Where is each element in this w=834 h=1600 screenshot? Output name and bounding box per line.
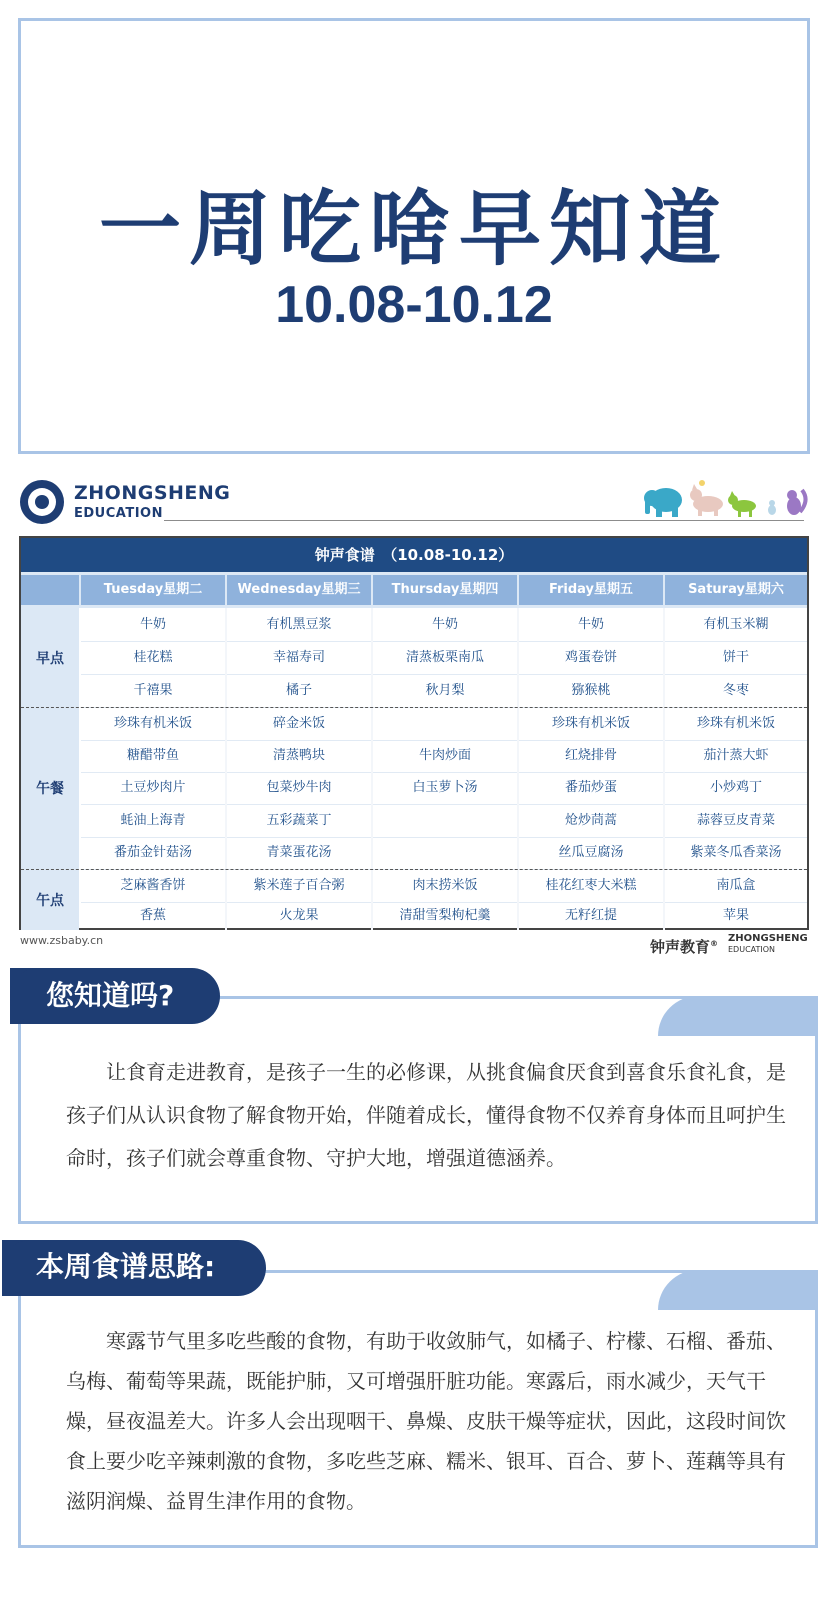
day-header: Friday星期五 — [519, 575, 663, 605]
menu-cell: 南瓜盒 — [665, 869, 807, 903]
idea-title-pill — [2, 1240, 266, 1296]
banner — [18, 18, 810, 454]
menu-cell: 桂花红枣大米糕 — [519, 869, 663, 903]
menu-cell: 桂花糕 — [81, 641, 225, 675]
day-header: Wednesday星期三 — [227, 575, 371, 605]
menu-cell: 蒜蓉豆皮青菜 — [665, 804, 807, 838]
animal-illustrations — [644, 478, 810, 518]
logo-name: ZHONGSHENG — [74, 482, 231, 504]
menu-title: 钟声食谱 （10.08-10.12） — [21, 538, 807, 572]
menu-cell: 珍珠有机米饭 — [665, 707, 807, 741]
menu-cell: 五彩蔬菜丁 — [227, 804, 371, 838]
menu-cell: 芝麻酱香饼 — [81, 869, 225, 903]
footer-brand — [650, 936, 718, 957]
corner-decoration — [658, 996, 818, 1036]
footer-brand-name: 钟声教育 — [650, 938, 711, 956]
menu-cell: 清蒸鸭块 — [227, 739, 371, 773]
menu-cell: 紫菜冬瓜香菜汤 — [665, 836, 807, 870]
menu-cell: 冬枣 — [665, 674, 807, 708]
footer-brand-en-line2: EDUCATION — [728, 945, 776, 954]
day-header-row — [21, 572, 807, 608]
idea-text: 寒露节气里多吃些酸的食物，有助于收敛肺气，如橘子、柠檬、石榴、番茄、乌梅、葡萄等果蔬，既能护肺，又可增强肝脏功能。寒露后，雨水减少，天气干燥，昼夜温差大。许多人会出现咽干、鼻燥、皮肤干燥等症状，因此，这段时间饮食上要少吃辛辣刺激的食物，多吃些芝麻、糯米、银耳、百合、萝卜、莲藕等具有滋阴润燥、益胃生津作用的食物。 — [66, 1329, 786, 1513]
menu-cell: 番茄炒蛋 — [519, 771, 663, 805]
website-url: www.zsbaby.cn — [20, 934, 104, 947]
menu-cell: 橘子 — [227, 674, 371, 708]
day-header: Tuesday星期二 — [81, 575, 225, 605]
know-title: 您知道吗? — [46, 979, 175, 1012]
elephant-icon — [644, 488, 682, 517]
menu-cell: 有机黑豆浆 — [227, 608, 371, 642]
footer-brand-en-line1: ZHONGSHENG — [728, 933, 808, 944]
menu-cell: 炝炒茼蒿 — [519, 804, 663, 838]
menu-cell: 无籽红提 — [564, 908, 617, 923]
menu-cell: 土豆炒肉片 — [81, 771, 225, 805]
menu-cell: 青菜蛋花汤 — [227, 836, 371, 870]
menu-table — [19, 536, 809, 930]
meal-label-lunch: 午餐 — [21, 707, 79, 869]
header-divider — [164, 520, 804, 521]
menu-cell: 幸福寿司 — [227, 641, 371, 675]
menu-cell: 红烧排骨 — [519, 739, 663, 773]
menu-cell: 猕猴桃 — [519, 674, 663, 708]
menu-cell: 糖醋带鱼 — [81, 739, 225, 773]
menu-cell: 千禧果 — [81, 674, 225, 708]
menu-cell: 蚝油上海青 — [81, 804, 225, 838]
menu-cell: 小炒鸡丁 — [665, 771, 807, 805]
menu-cell: 清蒸板栗南瓜 — [373, 641, 517, 675]
banner-date: 10.08-10.12 — [275, 276, 553, 334]
menu-cell — [373, 707, 517, 741]
idea-box — [18, 1270, 818, 1548]
menu-cell: 珍珠有机米饭 — [519, 707, 663, 741]
menu-cell: 鸡蛋卷饼 — [519, 641, 663, 675]
fox-icon — [728, 491, 756, 517]
menu-cell: 秋月梨 — [373, 674, 517, 708]
menu-cell: 番茄金针菇汤 — [81, 836, 225, 870]
logo-sub: EDUCATION — [74, 506, 163, 521]
menu-cell: 牛奶 — [81, 608, 225, 642]
meal-label-snack: 午点 — [21, 869, 79, 930]
bird-icon — [768, 500, 776, 515]
day-header: Saturay星期六 — [665, 575, 807, 605]
menu-cell — [373, 836, 517, 870]
menu-cell: 牛肉炒面 — [373, 739, 517, 773]
day-header: Thursday星期四 — [373, 575, 517, 605]
banner-title: 一周吃啥早知道 — [98, 182, 729, 277]
menu-cell: 火龙果 — [279, 908, 319, 923]
menu-cell — [373, 804, 517, 838]
footer-brand-en — [728, 933, 808, 955]
menu-cell: 牛奶 — [373, 608, 517, 642]
menu-cell: 香蕉 — [139, 908, 166, 923]
menu-cell: 紫米莲子百合粥 — [227, 869, 371, 903]
menu-cell: 肉末捞米饭 — [373, 869, 517, 903]
header-corner — [21, 575, 79, 605]
logo-emblem-icon — [20, 480, 64, 524]
meal-label-breakfast: 早点 — [21, 608, 79, 707]
know-text: 让食育走进教育，是孩子一生的必修课，从挑食偏食厌食到喜食乐食礼食，是孩子们从认识食物了解食物开始，伴随着成长，懂得食物不仅养育身体而且呵护生命时，孩子们就会尊重食物、守护大地，增强道德涵养。 — [66, 1060, 786, 1170]
menu-cell: 碎金米饭 — [227, 707, 371, 741]
menu-cell: 有机玉米糊 — [665, 608, 807, 642]
cat-icon — [690, 480, 723, 516]
corner-decoration — [658, 1270, 818, 1310]
menu-cell: 珍珠有机米饭 — [81, 707, 225, 741]
menu-cell: 白玉萝卜汤 — [373, 771, 517, 805]
registered-mark: ® — [710, 939, 719, 948]
know-box — [18, 996, 818, 1224]
know-title-pill — [10, 968, 220, 1024]
menu-cell: 牛奶 — [519, 608, 663, 642]
menu-cell: 包菜炒牛肉 — [227, 771, 371, 805]
menu-cell: 丝瓜豆腐汤 — [519, 836, 663, 870]
menu-cell: 茄汁蒸大虾 — [665, 739, 807, 773]
idea-title: 本周食谱思路: — [36, 1250, 216, 1283]
squirrel-icon — [787, 490, 806, 515]
menu-cell: 苹果 — [722, 908, 749, 923]
menu-cell: 清甜雪梨枸杞羹 — [399, 908, 491, 923]
menu-cell: 饼干 — [665, 641, 807, 675]
